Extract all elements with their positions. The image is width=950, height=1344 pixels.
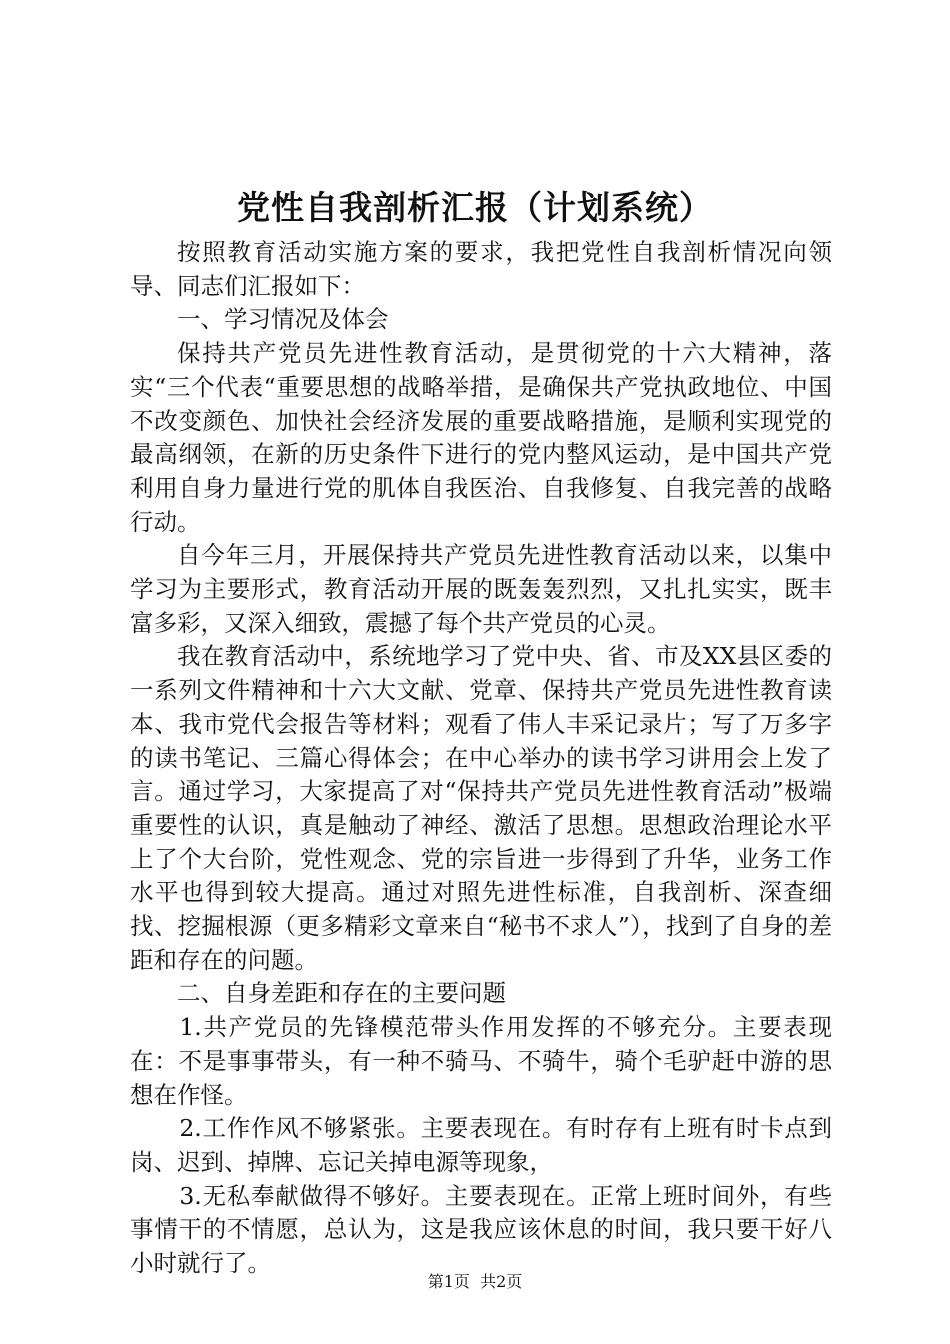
section-heading-2: 二、自身差距和存在的主要问题 bbox=[177, 979, 506, 1008]
paragraph-study-activities: 我在教育活动中，系统地学习了党中央、省、市及XX县区委的一系列文件精神和十六大文献、党章、保持共产党员先进性教育读本、我市党代会报告等材料；观看了伟人丰采记录片；写了万多字的读书笔记、三篇心得体会；在中心举办的读书学习讲用会上发了言。通过学习，大家提高了对“保持共产党员先进性教育活动”极端重要性的认识，真是触动了神经、激活了思想。思想政治理论水平上了个大台阶，党性观念、党的宗旨进一步得到了升华，业务工作水平也得到较大提高。通过对照先进性标准，自我剖析、深查细找、挖掘根源（更多精彩文章来自“秘书不求人”），找到了自身的差距和存在的问题。 bbox=[130, 642, 832, 974]
paragraph-significance: 保持共产党员先进性教育活动，是贯彻党的十六大精神，落实“三个代表“重要思想的战略举措，是确保共产党执政地位、中国不改变颜色、加快社会经济发展的重要战略措施，是顺利实现党的最高纲领，在新的历史条件下进行的党内整风运动，是中国共产党利用自身力量进行党的肌体自我医治、自我修复、自我完善的战略行动。 bbox=[130, 339, 832, 536]
page-number: 第1页 共2页 bbox=[427, 1272, 523, 1291]
paragraph-since-march: 自今年三月，开展保持共产党员先进性教育活动以来，以集中学习为主要形式，教育活动开展的既轰轰烈烈，又扎扎实实，既丰富多彩，又深入细致，震撼了每个共产党员的心灵。 bbox=[130, 541, 832, 637]
section-heading-1: 一、学习情况及体会 bbox=[177, 305, 389, 334]
page-footer bbox=[0, 1271, 950, 1293]
paragraph-intro: 按照教育活动实施方案的要求，我把党性自我剖析情况向领导、同志们汇报如下： bbox=[130, 238, 832, 300]
problem-item-2: 2.工作作风不够紧张。主要表现在。有时存有上班有时卡点到岗、迟到、掉牌、忘记关掉电源等现象， bbox=[130, 1114, 832, 1176]
problem-item-3: 3.无私奉献做得不够好。主要表现在。正常上班时间外，有些事情干的不情愿，总认为，这是我应该休息的时间，我只要干好八小时就行了。 bbox=[130, 1181, 832, 1278]
document-body bbox=[130, 236, 832, 1281]
problem-item-1: 1.共产党员的先锋模范带头作用发挥的不够充分。主要表现在：不是事事带头，有一种不骑马、不骑牛，骑个毛驴赶中游的思想在作怪。 bbox=[130, 1013, 832, 1109]
document-title: 党性自我剖析汇报（计划系统） bbox=[237, 188, 713, 227]
